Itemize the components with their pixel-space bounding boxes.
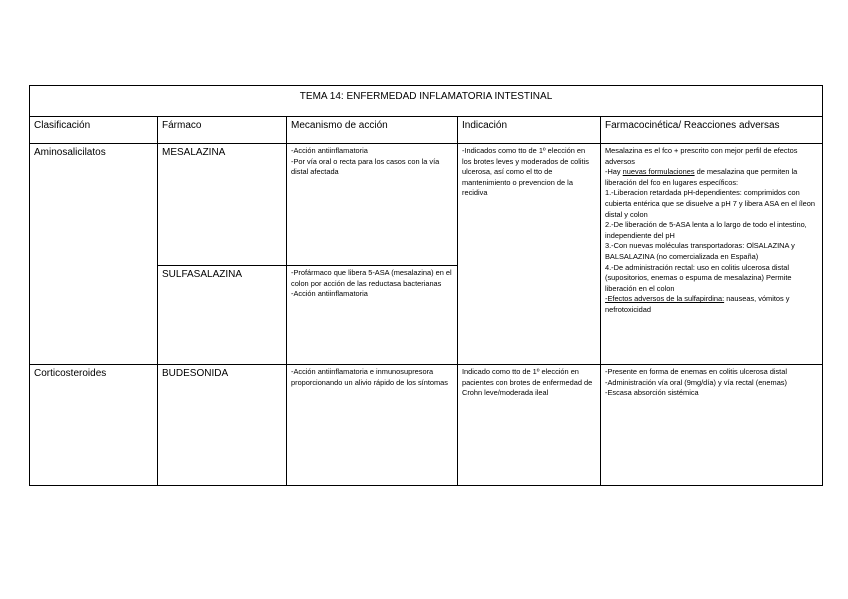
fc-line: 4.-De administración rectal: uso en colitis ulcerosa distal (supositorios, enemas o espuma de mesalazina) Permite liberación en el colon xyxy=(605,262,792,293)
cell-mecanismo-sulfasalazina xyxy=(287,266,458,365)
underlined-term: -Efectos adversos de la sulfapirdina: xyxy=(605,294,725,304)
header-farmaco: Fármaco xyxy=(158,117,287,144)
header-mecanismo: Mecanismo de acción xyxy=(287,117,458,144)
fc-line: -Presente en forma de enemas en colitis ulcerosa distal xyxy=(605,367,787,376)
drug-table xyxy=(29,85,823,486)
fc-line: -Efectos adversos de la sulfapirdina: nauseas, vómitos y nefrotoxicidad xyxy=(605,294,790,314)
cell-farmacocinetica-budesonida xyxy=(601,365,823,486)
fc-line: -Administración vía oral (9mg/día) y vía rectal (enemas) xyxy=(605,377,787,387)
mecanismo-line: -Por vía oral o recta para los casos con la vía distal afectada xyxy=(291,156,440,177)
fc-line: Mesalazina es el fco + prescrito con mejor perfil de efectos adversos xyxy=(605,146,798,166)
cell-indicacion-budesonida: Indicado como tto de 1º elección en pacientes con brotes de enfermedad de Crohn leve/moderada ileal xyxy=(458,365,601,486)
cell-farmaco-budesonida: BUDESONIDA xyxy=(158,365,287,486)
cell-clasificacion-corticosteroides: Corticosteroides xyxy=(30,365,158,486)
cell-farmaco-sulfasalazina: SULFASALAZINA xyxy=(158,266,287,365)
cell-indicacion-aminosalicilatos: -Indicados como tto de 1º elección en los brotes leves y moderados de colitis ulcerosa, así como el tto de mantenimiento o prevencion de la recidiva xyxy=(458,144,601,365)
fc-line: -Hay nuevas formulaciones de mesalazina que permiten la liberación del fco en lugares específicos: xyxy=(605,167,798,187)
table-row xyxy=(30,365,823,486)
cell-mecanismo-mesalazina xyxy=(287,144,458,266)
cell-mecanismo-budesonida: -Acción antiinflamatoria e inmunosupresora proporcionando un alivio rápido de los síntomas xyxy=(287,365,458,486)
mecanismo-line: -Profármaco que libera 5-ASA (mesalazina) en el colon por acción de las reductasa bacterianas xyxy=(291,268,452,288)
header-clasificacion: Clasificación xyxy=(30,117,158,144)
cell-farmacocinetica-aminosalicilatos xyxy=(601,144,823,365)
header-farmacocinetica: Farmacocinética/ Reacciones adversas xyxy=(601,117,823,144)
fc-line: 3.-Con nuevas moléculas transportadoras: OlSALAZINA y BALSALAZINA (no comercializada en España) xyxy=(605,241,795,261)
table-row xyxy=(30,144,823,266)
mecanismo-line: -Acción antiinflamatoria xyxy=(291,289,368,299)
cell-clasificacion-aminosalicilatos: Aminosalicilatos xyxy=(30,144,158,365)
cell-farmaco-mesalazina: MESALAZINA xyxy=(158,144,287,266)
table-title: TEMA 14: ENFERMEDAD INFLAMATORIA INTESTINAL xyxy=(30,86,823,117)
fc-line: 2.-De liberación de 5-ASA lenta a lo largo de todo el intestino, independiente del pH xyxy=(605,220,807,240)
fc-line: 1.-Liberacion retardada pH-dependientes: comprimidos con cubierta entérica que se disuelve a pH 7 y libera ASA en el íleon distal y colon xyxy=(605,188,815,219)
underlined-term: nuevas formulaciones xyxy=(622,167,695,177)
header-indicacion: Indicación xyxy=(458,117,601,144)
fc-line: -Escasa absorción sistémica xyxy=(605,388,699,398)
mecanismo-line: -Acción antiinflamatoria xyxy=(291,146,368,155)
